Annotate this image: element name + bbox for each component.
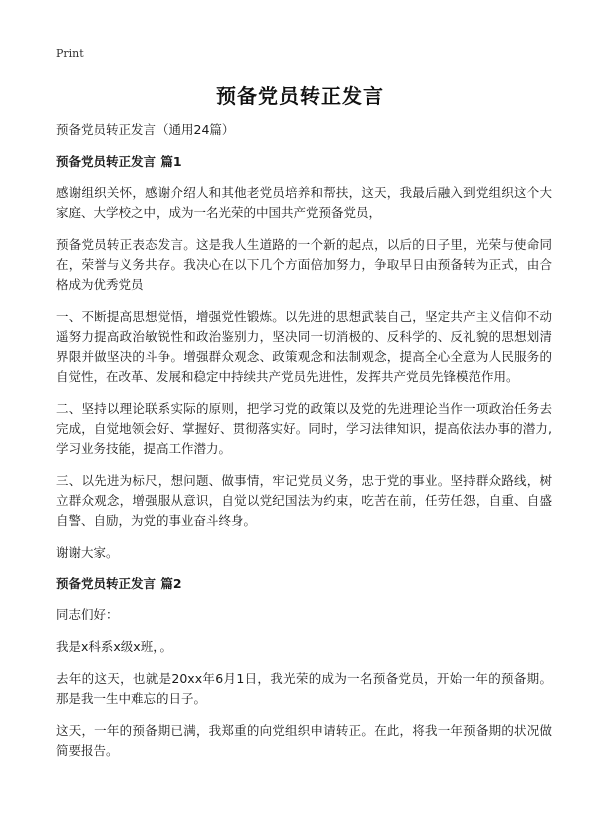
paragraph: 去年的这天，也就是20xx年6月1日，我光荣的成为一名预备党员，开始一年的预备期。那是我一生中难忘的日子。 bbox=[56, 671, 552, 706]
paragraph: 三、以先进为标尺，想问题、做事情，牢记党员义务，忠于党的事业。坚持群众路线，树立群众观念，增强服从意识，自觉以党纪国法为约束，吃苦在前，任劳任怨，自重、自盛自警、自励，为党的事业奋斗终身。 bbox=[56, 473, 552, 528]
paragraph: 这天，一年的预备期已满，我郑重的向党组织申请转正。在此，将我一年预备期的状况做简要报告。 bbox=[56, 723, 552, 758]
print-label: Print bbox=[56, 47, 84, 60]
section-1 bbox=[56, 153, 552, 563]
paragraph: 一、不断提高思想觉悟，增强党性锻炼。以先进的思想武装自己，坚定共产主义信仰不动遥努力提高政治敏锐性和政治鉴别力，坚决同一切消极的、反科学的、反礼貌的思想划清界限并做坚决的斗争。增强群众观念、政策观念和法制观念，提高全心全意为人民服务的自觉性，在改革、发展和稳定中持续共产党员先进性，发挥共产党员先锋模范作用。 bbox=[56, 309, 552, 384]
paragraph: 同志们好： bbox=[56, 607, 119, 622]
document-title: 预备党员转正发言 bbox=[216, 84, 384, 108]
paragraph: 我是x科系x级x班，。 bbox=[56, 639, 172, 654]
document-subtitle: 预备党员转正发言（通用24篇） bbox=[56, 122, 235, 137]
paragraph: 二、坚持以理论联系实际的原则，把学习党的政策以及党的先进理论当作一项政治任务去完成，自觉地领会好、掌握好、贯彻落实好。同时，学习法律知识，提高依法办事的潜力,学习业务技能，提高工作潜力。 bbox=[56, 401, 552, 456]
section-2 bbox=[56, 575, 552, 761]
paragraph: 谢谢大家。 bbox=[56, 545, 119, 560]
section-heading: 预备党员转正发言 篇2 bbox=[56, 576, 182, 591]
document-content bbox=[56, 121, 552, 761]
section-heading: 预备党员转正发言 篇1 bbox=[56, 154, 182, 169]
paragraph: 感谢组织关怀，感谢介绍人和其他老党员培养和帮扶，这天，我最后融入到党组织这个大家庭、大学校之中，成为一名光荣的中国共产党预备党员， bbox=[56, 185, 552, 220]
paragraph: 预备党员转正表态发言。这是我人生道路的一个新的起点，以后的日子里，光荣与使命同在，荣誉与义务共存。我决心在以下几个方面倍加努力，争取早日由预备转为正式，由合格成为优秀党员 bbox=[56, 237, 552, 292]
